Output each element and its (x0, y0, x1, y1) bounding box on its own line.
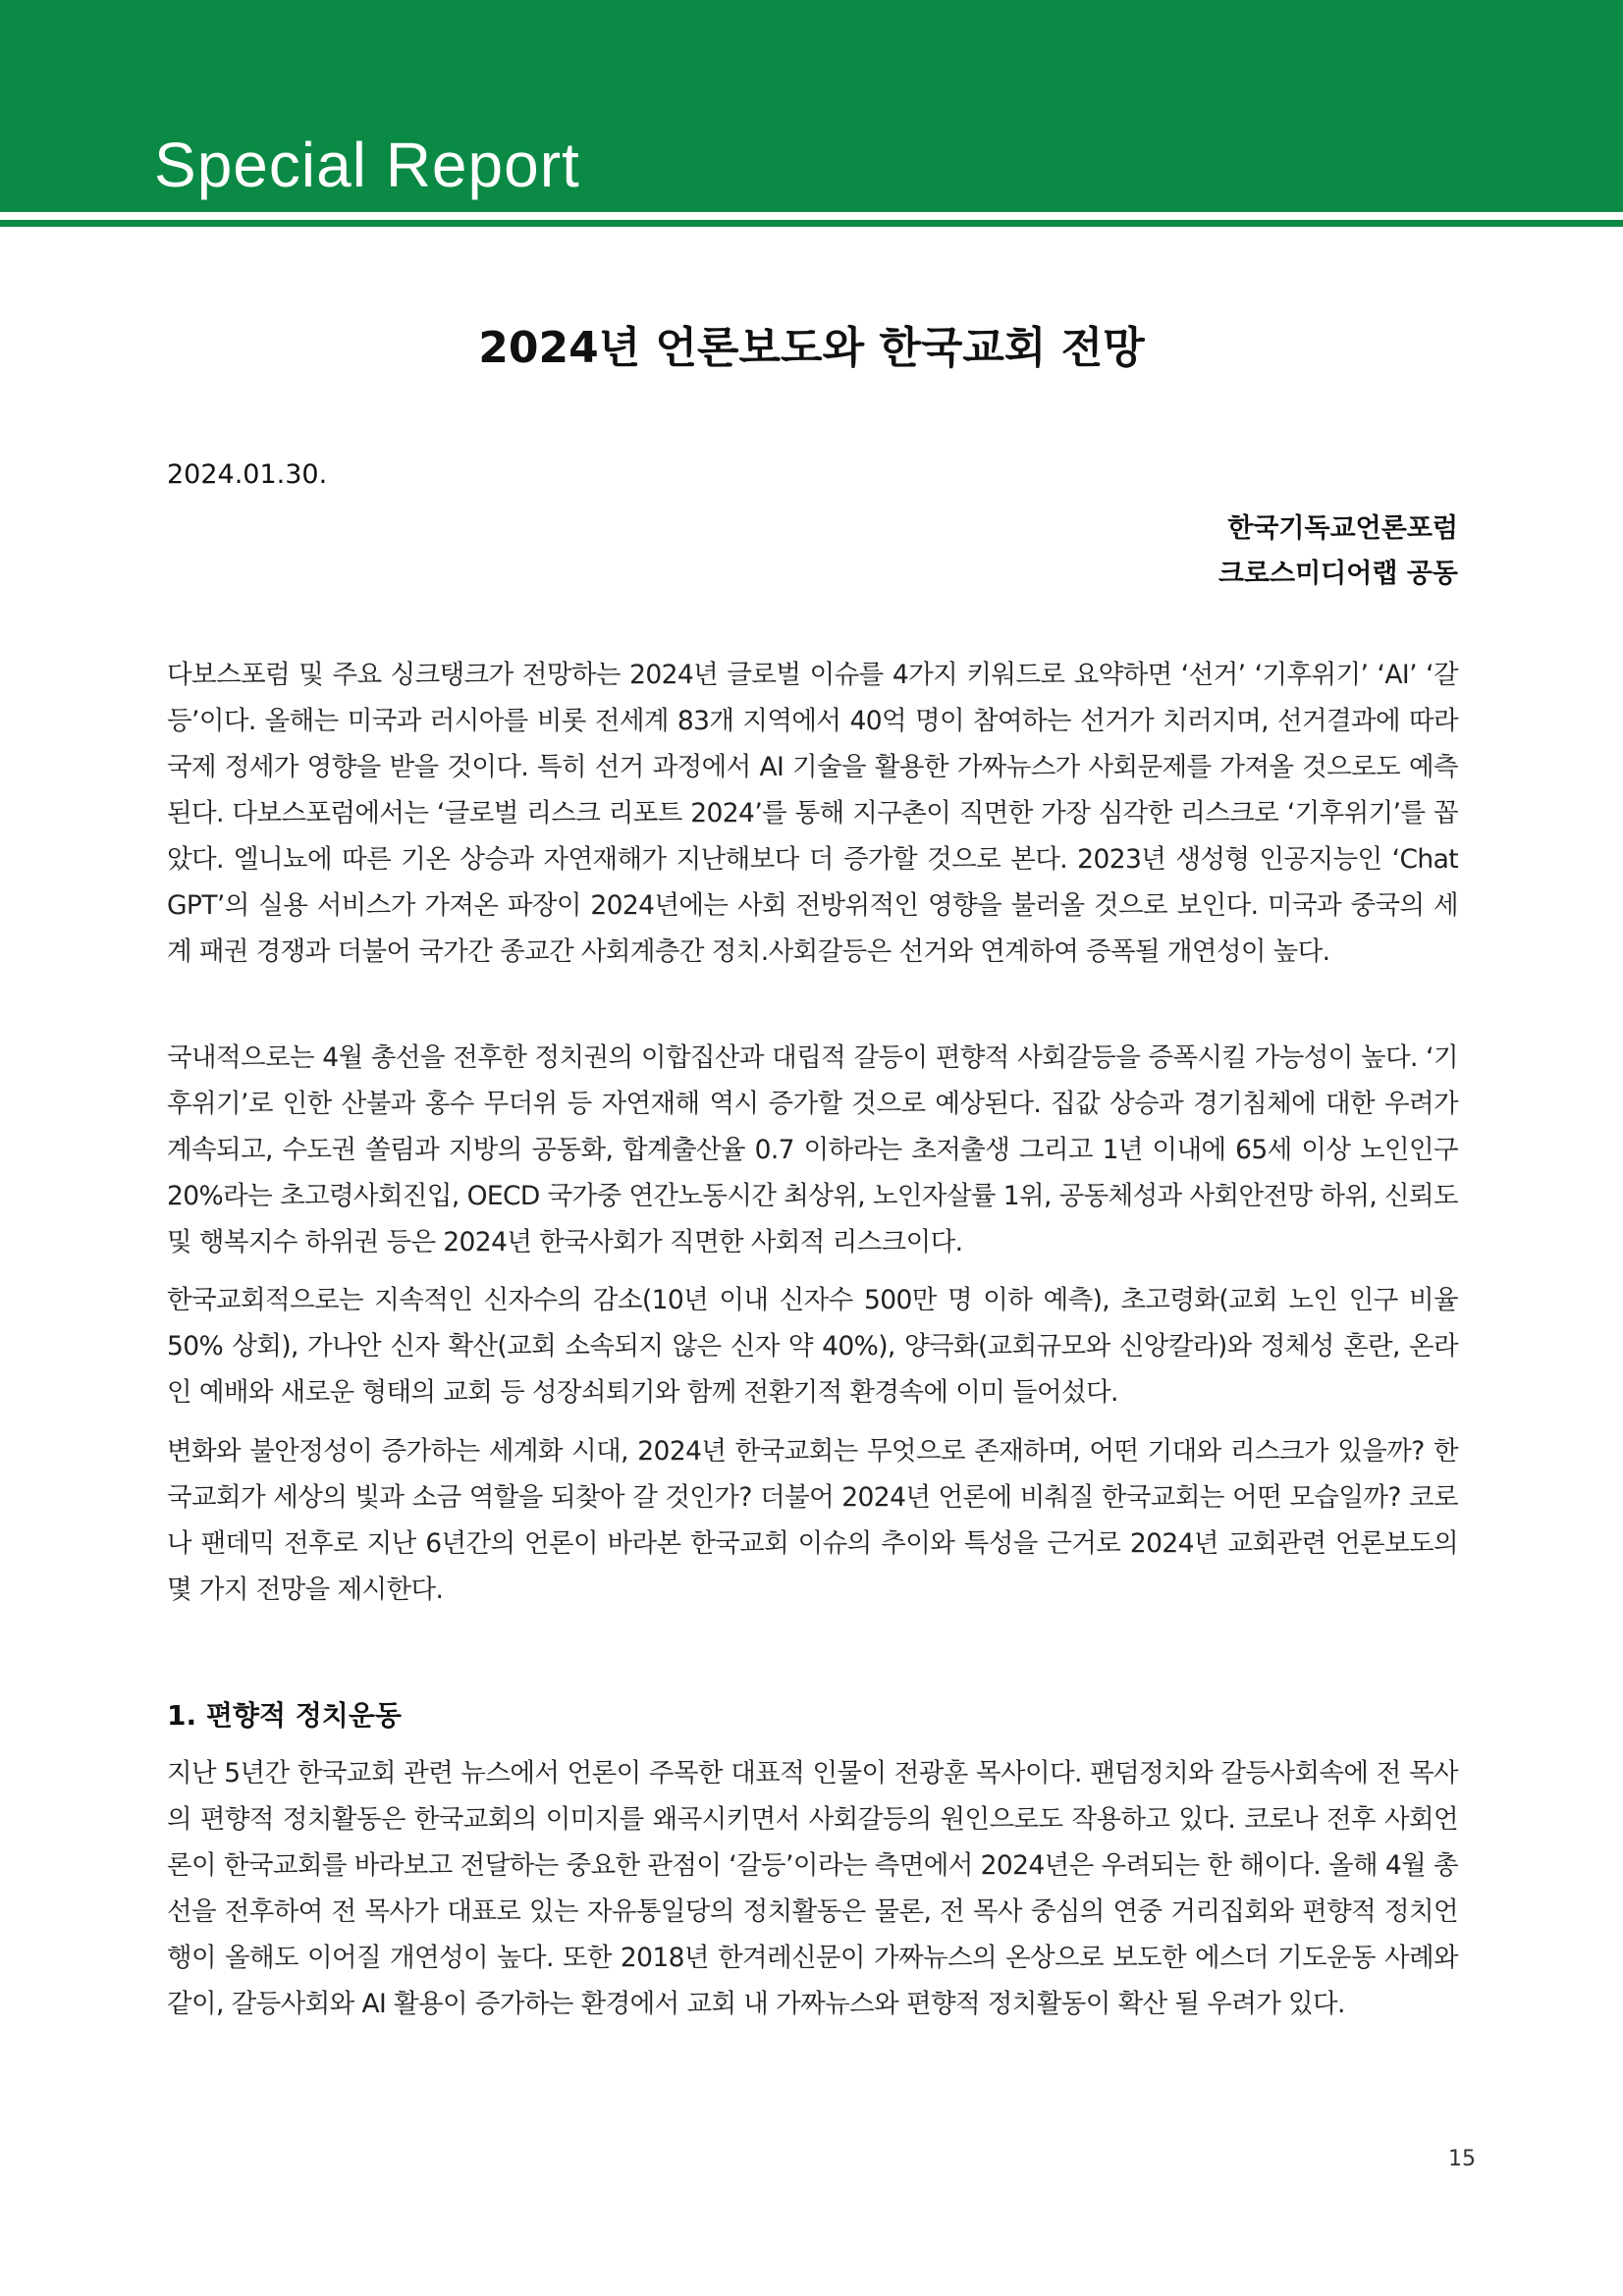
header-divider (0, 220, 1623, 227)
author-line: 크로스미디어랩 공동 (1217, 559, 1458, 589)
document-title: 2024년 언론보도와 한국교회 전망 (478, 323, 1145, 373)
section-paragraph: 지난 5년간 한국교회 관련 뉴스에서 언론이 주목한 대표적 인물이 전광훈 목사이다. 팬덤정치와 갈등사회속에 전 목사의 편향적 정치활동은 한국교회의 이미지를 왜곡시키면서 사회갈등의 원인으로도 작용하고 있다. 코로나 전후 사회언론이 한국교회를 바라보고 전달하는 중요한 관점이 ‘갈등’이라는 측면에서 2024년은 우려되는 한 해이다. 올해 4월 총선을 전후하여 전 목사가 대표로 있는 자유통일당의 정치활동은 물론, 전 목사 중심의 연중 거리집회와 편향적 정치언행이 올해도 이어질 개연성이 높다. 또한 2018년 한겨레신문이 가짜뉴스의 온상으로 보도한 에스더 기도운동 사례와 같이, 갈등사회와 AI 활용이 증가하는 환경에서 교회 내 가짜뉴스와 편향적 정치활동이 확산 될 우려가 있다. (167, 1758, 1458, 2019)
domestic-paragraph: 국내적으로는 4월 총선을 전후한 정치권의 이합집산과 대립적 갈등이 편향적 사회갈등을 증폭시킬 가능성이 높다. ‘기후위기’로 인한 산불과 홍수 무더위 등 자연재해 역시 증가할 것으로 예상된다. 집값 상승과 경기침체에 대한 우려가 계속되고, 수도권 쏠림과 지방의 공동화, 합계출산율 0.7 이하라는 초저출생 그리고 1년 이내에 65세 이상 노인인구 20%라는 초고령사회진입, OECD 국가중 연간노동시간 최상위, 노인자살률 1위, 공동체성과 사회안전망 하위, 신뢰도 및 행복지수 하위권 등은 2024년 한국사회가 직면한 사회적 리스크이다. (167, 1042, 1458, 1257)
section-label: Special Report (154, 130, 580, 200)
section-heading: 1. 편향적 정치운동 (167, 1699, 402, 1732)
author-block (1218, 507, 1458, 597)
author-line: 한국기독교언론포럼 (1227, 513, 1458, 544)
intro-paragraph: 다보스포럼 및 주요 싱크탱크가 전망하는 2024년 글로벌 이슈를 4가지 키워드로 요약하면 ‘선거’ ‘기후위기’ ‘AI’ ‘갈등’이다. 올해는 미국과 러시아를 비롯 전세계 83개 지역에서 40억 명이 참여하는 선거가 치러지며, 선거결과에 따라 국제 정세가 영향을 받을 것이다. 특히 선거 과정에서 AI 기술을 활용한 가짜뉴스가 사회문제를 가져올 것으로도 예측된다. 다보스포럼에서는 ‘글로벌 리스크 리포트 2024’를 통해 지구촌이 직면한 가장 심각한 리스크로 ‘기후위기’를 꼽았다. 엘니뇨에 따른 기온 상승과 자연재해가 지난해보다 더 증가할 것으로 본다. 2023년 생성형 인공지능인 ‘Chat GPT’의 실용 서비스가 가져온 파장이 2024년에는 사회 전방위적인 영향을 불러올 것으로 보인다. 미국과 중국의 세계 패권 경쟁과 더불어 국가간 종교간 사회계층간 정치.사회갈등은 선거와 연계하여 증폭될 개연성이 높다. (167, 660, 1459, 967)
outlook-paragraph: 변화와 불안정성이 증가하는 세계화 시대, 2024년 한국교회는 무엇으로 존재하며, 어떤 기대와 리스크가 있을까? 한국교회가 세상의 빛과 소금 역할을 되찾아 갈 것인가? 더불어 2024년 언론에 비춰질 한국교회는 어떤 모습일까? 코로나 팬데믹 전후로 지난 6년간의 언론이 바라본 한국교회 이슈의 추이와 특성을 근거로 2024년 교회관련 언론보도의 몇 가지 전망을 제시한다. (167, 1436, 1458, 1605)
church-paragraph: 한국교회적으로는 지속적인 신자수의 감소(10년 이내 신자수 500만 명 이하 예측), 초고령화(교회 노인 인구 비율 50% 상회), 가나안 신자 확산(교회 소속되지 않은 신자 약 40%), 양극화(교회규모와 신앙칼라)와 정체성 혼란, 온라인 예배와 새로운 형태의 교회 등 성장쇠퇴기와 함께 전환기적 환경속에 이미 들어섰다. (167, 1285, 1458, 1408)
document-date: 2024.01.30. (167, 459, 328, 490)
page-number: 15 (1448, 2147, 1476, 2171)
